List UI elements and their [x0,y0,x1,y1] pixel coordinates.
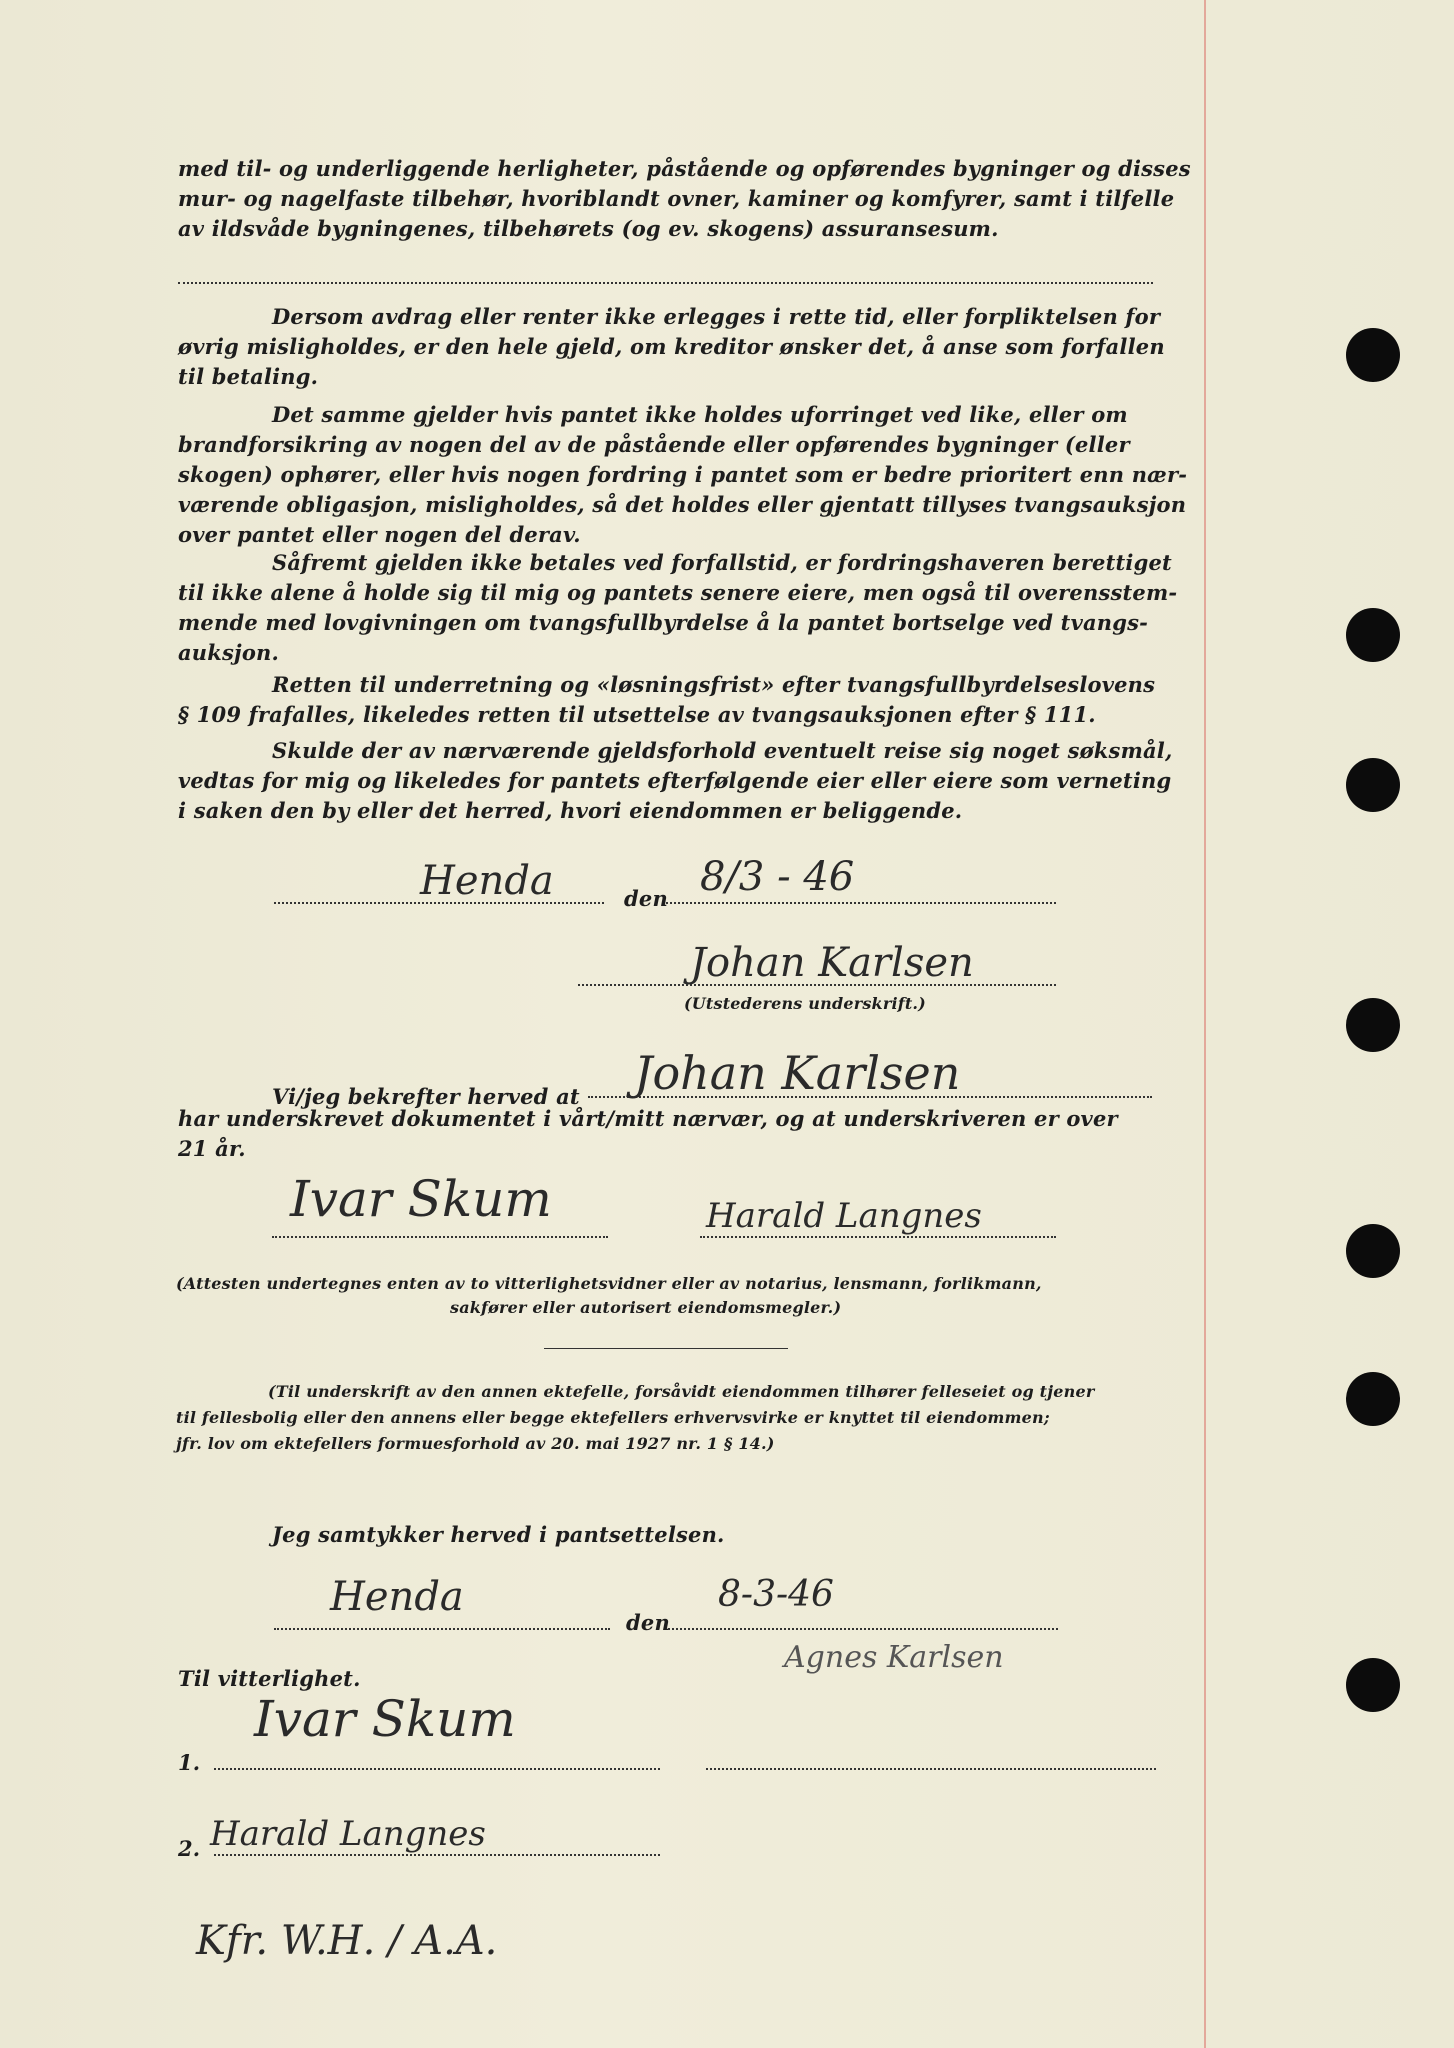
text-line: brandforsikring av nogen del av de påstående eller opførendes bygninger (eller [178,432,1130,457]
consent-place-line [274,1628,610,1630]
text-line: vedtas for mig og likeledes for pantets efterfølgende eier eller eiere som verneting [178,768,1172,793]
text-line: auksjon. [178,640,280,665]
punch-hole [1346,758,1400,812]
spouse-note: til fellesbolig eller den annens eller begge ektefellers erhvervsvirke er knyttet til eiendommen; [176,1408,1050,1427]
date-dotted-line [666,902,1056,904]
text-line: Såfremt gjelden ikke betales ved forfallstid, er fordringshaveren berettiget [272,550,1172,575]
spouse-note: jfr. lov om ektefellers formuesforhold av 20. mai 1927 nr. 1 § 14.) [176,1434,775,1453]
text-line: til betaling. [178,364,319,389]
consent-place: Henda [330,1574,464,1620]
date-handwritten: 8/3 - 46 [700,854,855,900]
confirm-line: Vi/jeg bekrefter herved at [272,1084,580,1109]
witness-number: 1. [178,1750,201,1775]
confirm-line: har underskrevet dokumentet i vårt/mitt nærvær, og at underskriveren er over [178,1106,1118,1131]
den-label: den [624,886,668,911]
witness-title: Til vitterlighet. [178,1666,361,1691]
text-line: i saken den by eller det herred, hvori eiendommen er beliggende. [178,798,963,823]
dotted-line [178,282,1153,284]
attest-note: sakfører eller autorisert eiendomsmegler.) [450,1298,842,1317]
punch-hole [1346,328,1400,382]
confirm-signature: Johan Karlsen [634,1046,961,1100]
witness-signature: Ivar Skum [290,1170,552,1228]
consent-date: 8-3-46 [718,1574,834,1615]
witness-number: 2. [178,1836,201,1861]
text-line: mende med lovgivningen om tvangsfullbyrdelse å la pantet bortselge ved tvangs- [178,610,1149,635]
text-line: skogen) ophører, eller hvis nogen fordring i pantet som er bedre prioritert enn nær- [178,462,1188,487]
witness-line-right [706,1768,1156,1770]
separator-rule [544,1348,788,1349]
confirm-line: 21 år. [178,1136,246,1161]
consent-signature: Agnes Karlsen [784,1640,1004,1675]
text-line: mur- og nagelfaste tilbehør, hvoriblandt ovner, kaminer og komfyrer, samt i tilfelle [178,186,1175,211]
text-line: Retten til underretning og «løsningsfrist» efter tvangsfullbyrdelseslovens [272,672,1156,697]
witness-line [700,1236,1056,1238]
text-line: Det samme gjelder hvis pantet ikke holdes uforringet ved like, eller om [272,402,1128,427]
text-line: med til- og underliggende herligheter, påstående og opførendes bygninger og disses [178,156,1191,181]
issuer-signature: Johan Karlsen [690,940,974,986]
den-label: den [626,1610,670,1635]
place-handwritten: Henda [420,858,554,904]
witness-line-2 [214,1854,660,1856]
witness-line-1 [214,1768,660,1770]
text-line: til ikke alene å holde sig til mig og pantets senere eiere, men også til overensstem- [178,580,1178,605]
text-line: over pantet eller nogen del derav. [178,522,581,547]
issuer-caption: (Utstederens underskrift.) [684,994,926,1013]
witness-line [272,1236,608,1238]
spouse-note: (Til underskrift av den annen ektefelle, forsåvidt eiendommen tilhører felleseiet og tjener [268,1382,1095,1401]
attest-note: (Attesten undertegnes enten av to vitterlighetsvidner eller av notarius, lensmann, forlikmann, [176,1274,1042,1293]
text-line: øvrig misligholdes, er den hele gjeld, om kreditor ønsker det, å anse som forfallen [178,334,1165,359]
punch-hole [1346,998,1400,1052]
witness-signature-1: Ivar Skum [254,1690,516,1748]
punch-hole [1346,1224,1400,1278]
text-line: Skulde der av nærværende gjeldsforhold eventuelt reise sig noget søksmål, [272,738,1173,763]
text-line: § 109 frafalles, likeledes retten til utsettelse av tvangsauksjonen efter § 111. [178,702,1096,727]
consent-text: Jeg samtykker herved i pantsettelsen. [272,1522,725,1547]
text-line: værende obligasjon, misligholdes, så det holdes eller gjentatt tillyses tvangsauksjon [178,492,1187,517]
punch-hole [1346,608,1400,662]
witness-signature: Harald Langnes [706,1196,982,1236]
footer-annotation: Kfr. W.H. / A.A. [196,1918,498,1964]
consent-date-line [668,1628,1058,1630]
punch-hole [1346,1372,1400,1426]
text-line: av ildsvåde bygningenes, tilbehørets (og ev. skogens) assuransesum. [178,216,999,241]
text-line: Dersom avdrag eller renter ikke erlegges i rette tid, eller forpliktelsen for [272,304,1161,329]
punch-hole [1346,1658,1400,1712]
witness-signature-2: Harald Langnes [210,1814,486,1854]
margin-rule [1204,0,1206,2048]
